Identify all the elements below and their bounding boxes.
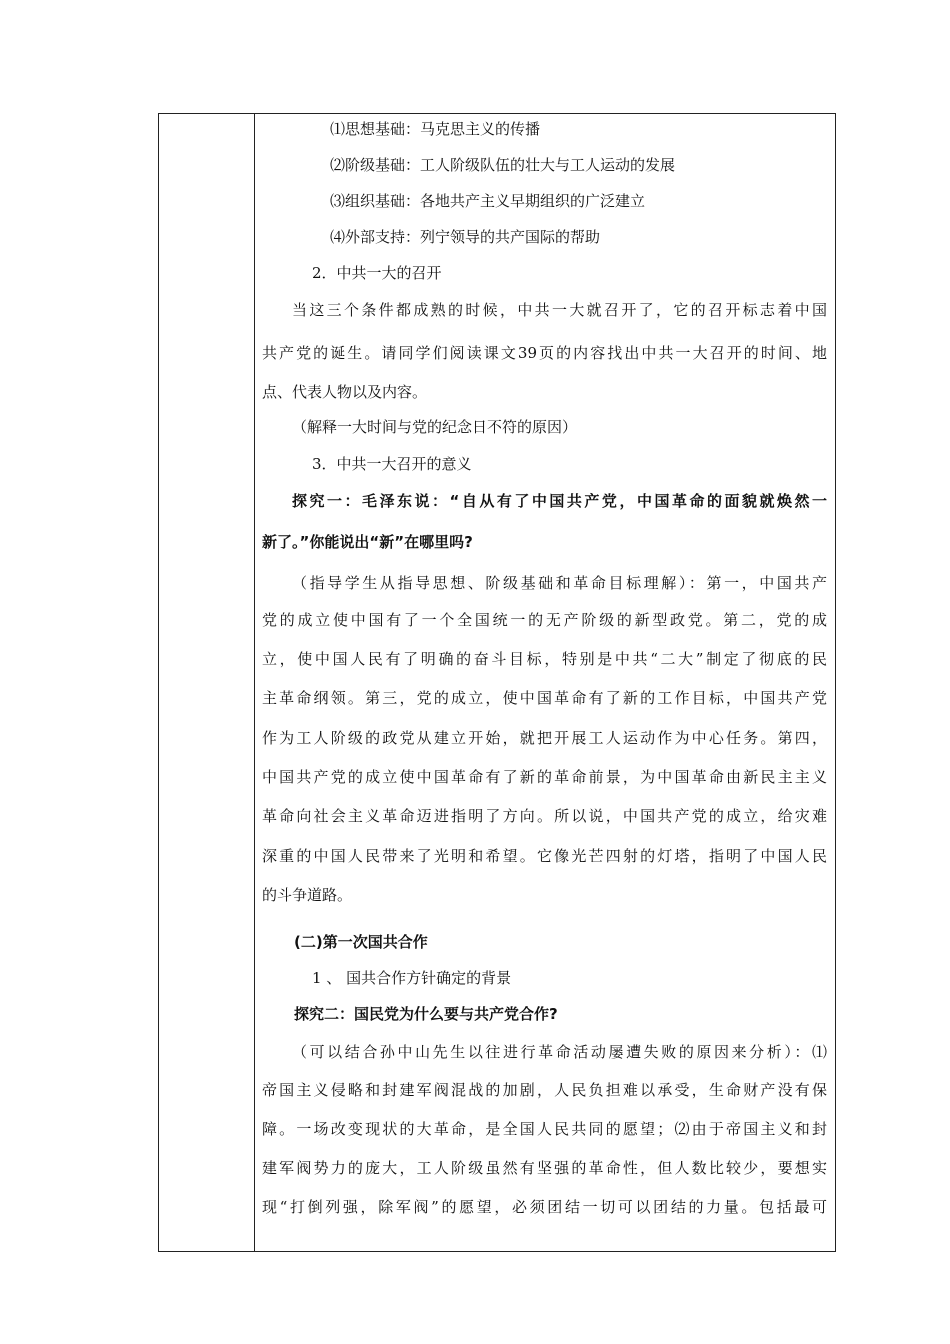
text-line: 党的成立使中国有了一个全国统一的无产阶级的新型政党。第二，党的成 (262, 611, 827, 629)
text-line: 探究二：国民党为什么要与共产党合作? (294, 1005, 558, 1023)
text-line: 立，使中国人民有了明确的奋斗目标，特别是中共“二大”制定了彻底的民 (262, 650, 827, 668)
text-line: 作为工人阶级的政党从建立开始，就把开展工人运动作为中心任务。第四， (262, 729, 827, 747)
text-line: 探究一：毛泽东说：“自从有了中国共产党，中国革命的面貌就焕然一 (292, 492, 827, 510)
text-line: 2．中共一大的召开 (312, 264, 442, 282)
text-line: （指导学生从指导思想、阶级基础和革命目标理解）：第一，中国共产 (292, 574, 827, 592)
text-line: 中国共产党的成立使中国革命有了新的革命前景，为中国革命由新民主主义 (262, 768, 827, 786)
text-line: 革命向社会主义革命迈进指明了方向。所以说，中国共产党的成立，给灾难 (262, 807, 827, 825)
text-line: ⑵阶级基础：工人阶级队伍的壮大与工人运动的发展 (330, 156, 676, 174)
text-line: （可以结合孙中山先生以往进行革命活动屡遭失败的原因来分析）：⑴ (292, 1043, 827, 1061)
text-line: 现“打倒列强，除军阀”的愿望，必须团结一切可以团结的力量。包括最可 (262, 1198, 827, 1216)
text-line: ⑷外部支持：列宁领导的共产国际的帮助 (330, 228, 601, 246)
text-line: ⑶组织基础：各地共产主义早期组织的广泛建立 (330, 192, 646, 210)
text-line: (二)第一次国共合作 (294, 933, 428, 951)
text-line: 共产党的诞生。请同学们阅读课文39页的内容找出中共一大召开的时间、地 (262, 344, 827, 362)
document-table (158, 113, 836, 1252)
text-line: （解释一大时间与党的纪念日不符的原因） (292, 418, 578, 436)
text-line: 建军阀势力的庞大，工人阶级虽然有坚强的革命性，但人数比较少，要想实 (262, 1159, 827, 1177)
text-line: 新了。”你能说出“新”在哪里吗? (262, 533, 473, 551)
text-line: ⑴思想基础：马克思主义的传播 (330, 120, 541, 138)
text-line: 帝国主义侵略和封建军阀混战的加剧，人民负担难以承受，生命财产没有保 (262, 1081, 827, 1099)
text-line: 深重的中国人民带来了光明和希望。它像光芒四射的灯塔，指明了中国人民 (262, 847, 827, 865)
text-line: 3．中共一大召开的意义 (312, 455, 472, 473)
text-line: 1 、 国共合作方针确定的背景 (312, 969, 512, 987)
text-line: 的斗争道路。 (262, 886, 353, 904)
text-line: 障。一场改变现状的大革命，是全国人民共同的愿望；⑵由于帝国主义和封 (262, 1120, 827, 1138)
column-divider (254, 114, 255, 1251)
text-line: 主革命纲领。第三，党的成立，使中国革命有了新的工作目标，中国共产党 (262, 689, 827, 707)
text-line: 当这三个条件都成熟的时候，中共一大就召开了，它的召开标志着中国 (292, 301, 827, 319)
text-line: 点、代表人物以及内容。 (262, 383, 428, 401)
